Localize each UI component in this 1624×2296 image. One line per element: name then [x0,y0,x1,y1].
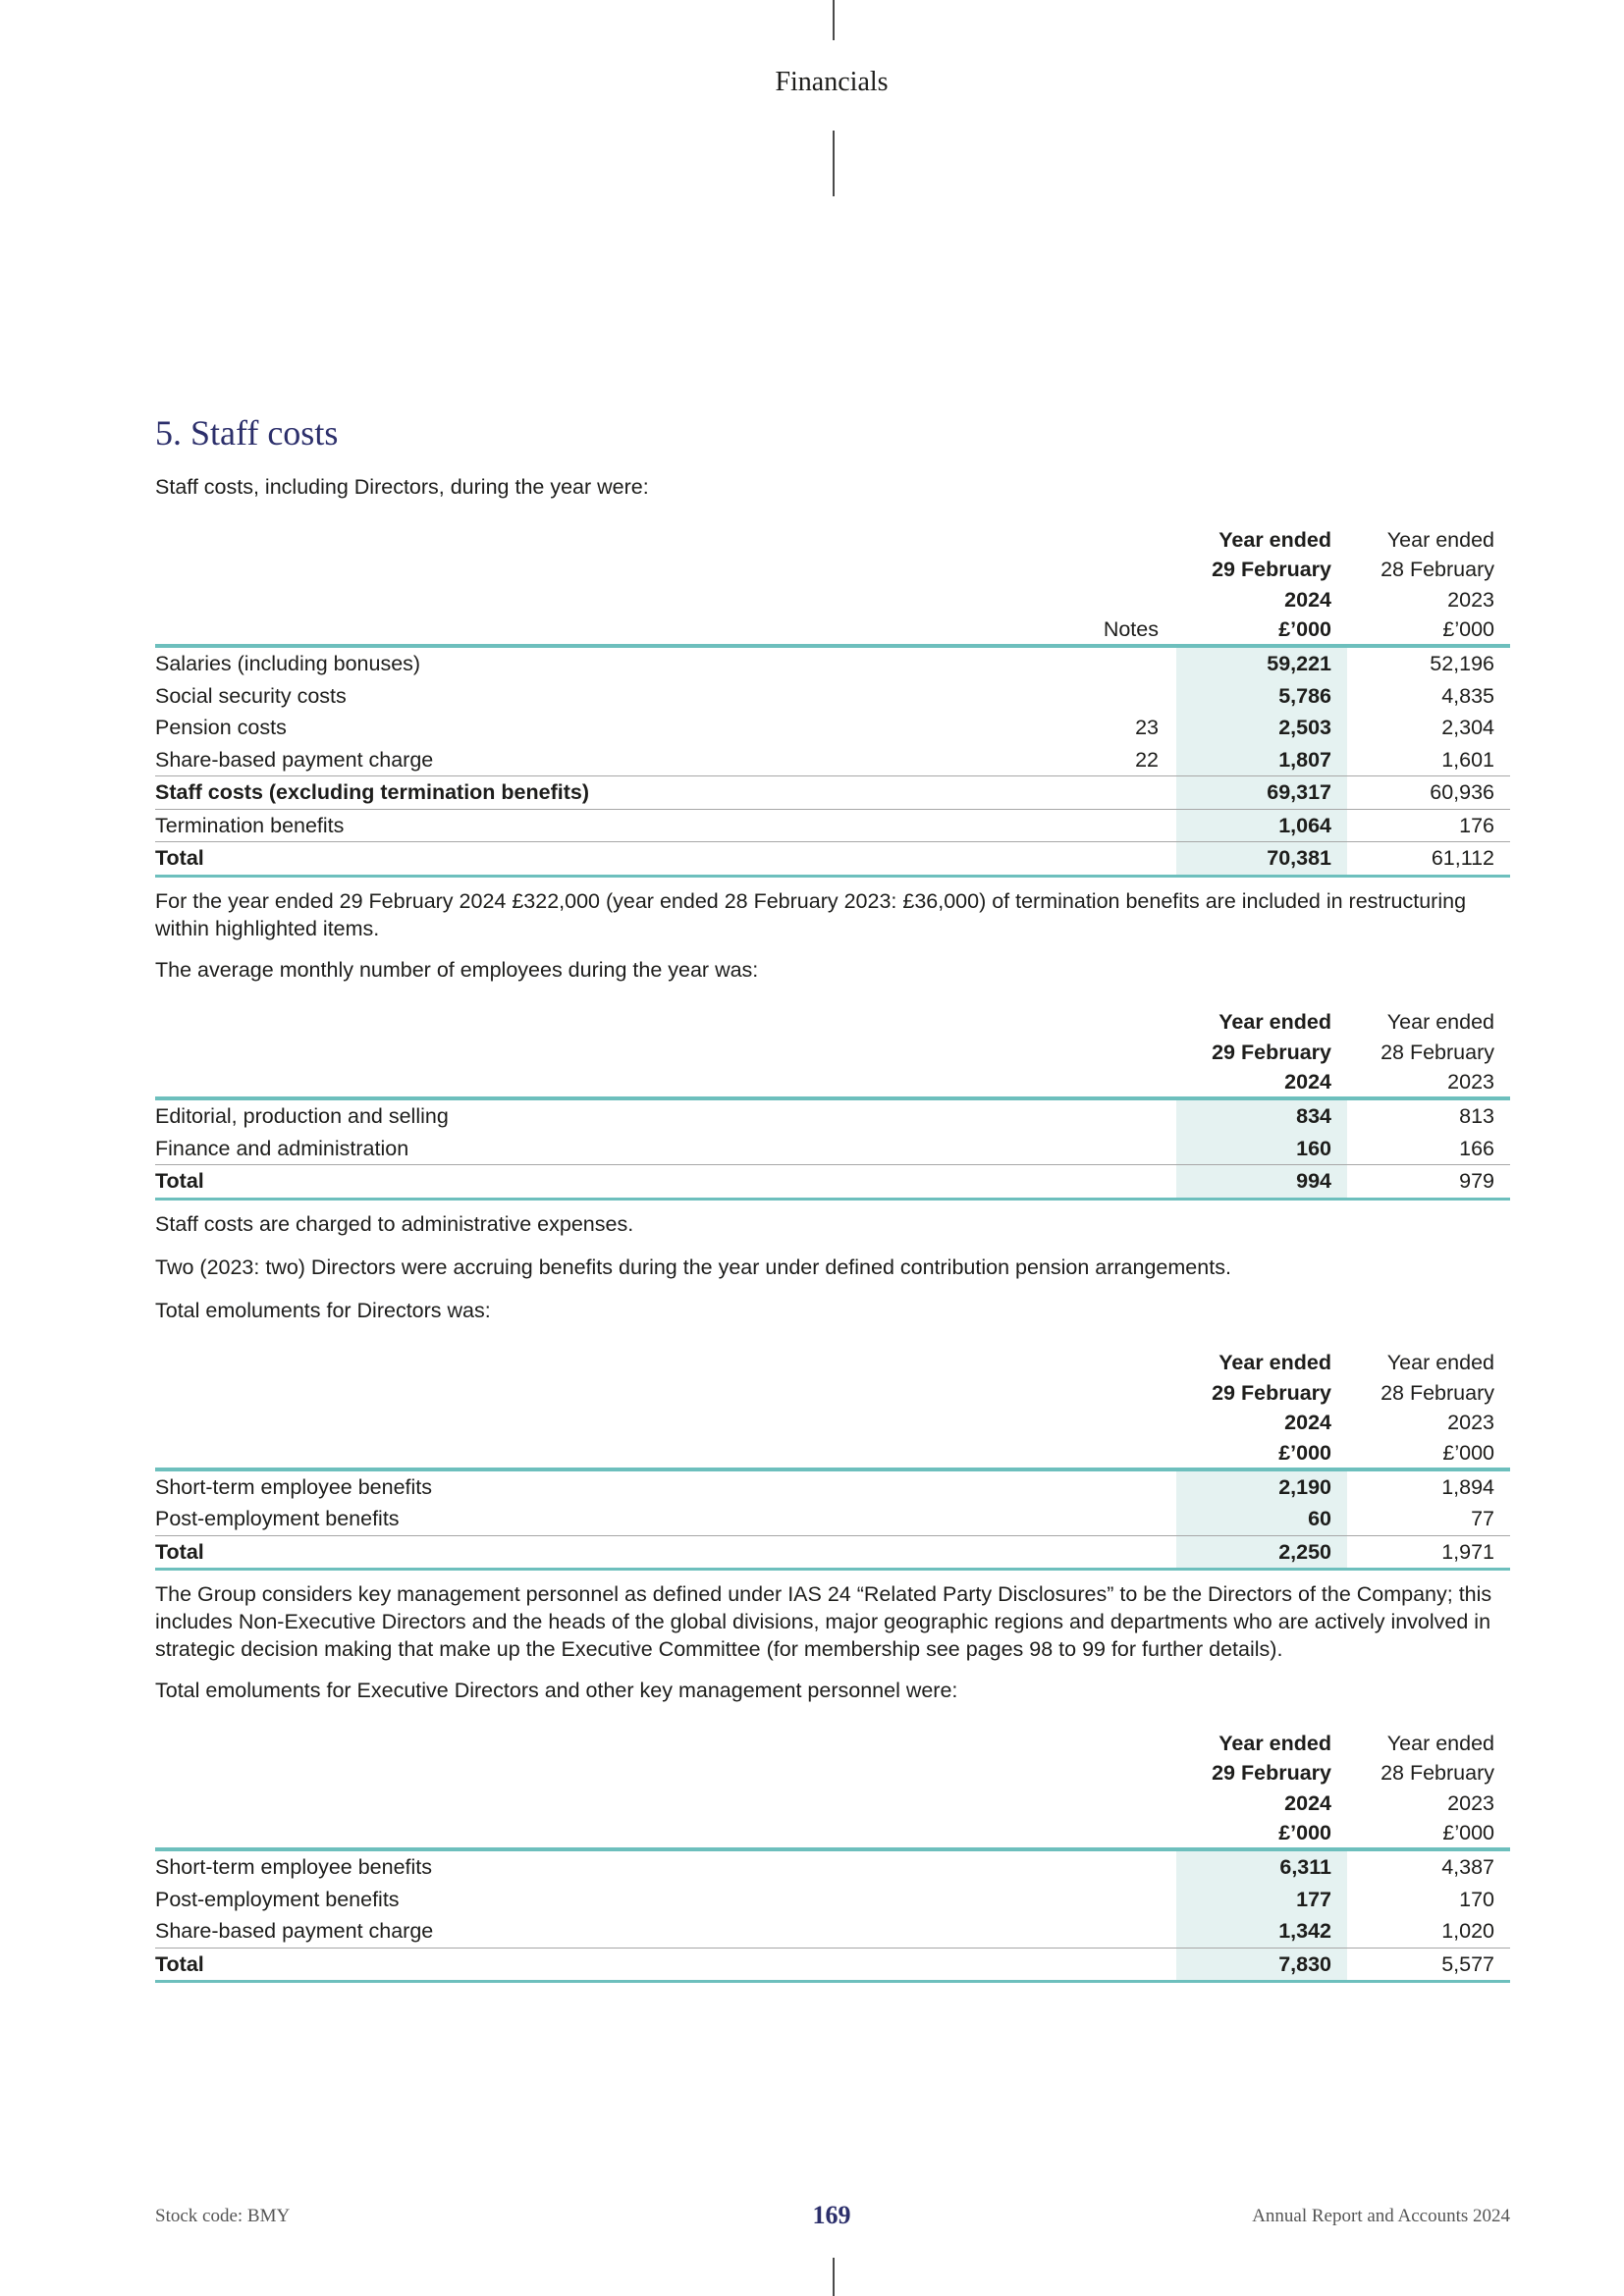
table-row [155,646,1510,680]
row-current-value: 2,503 [1176,712,1347,744]
row-label: Total [155,842,1080,877]
row-prior-value: 166 [1459,1136,1494,1160]
total-row [155,1948,1510,1982]
row-label: Share-based payment charge [155,747,434,772]
row-note [1080,680,1176,713]
row-label: Share-based payment charge [155,1919,434,1944]
employees-table: Year ended Year ended 29 February 28 February 2024 2023 Editorial, production and selling 834 813 Finance and administration 160 166 Total 994 979 [155,1007,1510,1201]
header-prior-year: Year ended [1386,1010,1494,1034]
total-row [155,1535,1510,1570]
row-current-value: 2,250 [1176,1535,1347,1570]
subtotal-row [155,776,1510,810]
row-prior-value: 979 [1347,1165,1510,1200]
table-row [155,1133,1510,1165]
row-label: Total [155,1948,1176,1982]
row-current-value: 160 [1176,1133,1347,1165]
row-current-value: 1,064 [1176,809,1347,842]
row-label: Salaries (including bonuses) [155,652,421,676]
admin-expenses-note: Staff costs are charged to administrative expenses. [155,1211,634,1236]
directors-emoluments-table: Year ended Year ended 29 February 28 February 2024 2023 £’000 £’000 Short-term employee benefits 2,190 1,894 Post-employment benefits 60 77 Total 2,250 1,971 [155,1348,1510,1572]
table-row [155,744,1510,776]
row-label: Pension costs [155,716,287,740]
table-row [155,1098,1510,1133]
row-current-value: 1,342 [1176,1915,1347,1948]
row-label: Post-employment benefits [155,1887,400,1911]
termination-note: For the year ended 29 February 2024 £322,000 (year ended 28 February 2023: £36,000) of termination benefits are included in restructuring within highlighted items. [155,888,1467,940]
row-label: Short-term employee benefits [155,1474,433,1499]
row-current-value: 1,807 [1176,744,1347,776]
header-divider-line [833,131,835,196]
header-prior-year: Year ended [1386,1731,1494,1755]
total-row [155,1165,1510,1200]
page-title: 5. Staff costs [155,413,339,453]
row-note: 22 [1135,747,1159,772]
row-label: Termination benefits [155,809,1080,842]
row-current-value: 59,221 [1176,646,1347,680]
row-prior-value: 2,304 [1441,716,1494,740]
header-prior-year: Year ended [1386,1351,1494,1374]
intro-directors: Total emoluments for Directors was: [155,1298,491,1322]
section-label: Financials [775,67,889,97]
row-current-value: 994 [1176,1165,1347,1200]
row-note [1080,842,1176,877]
row-prior-value: 176 [1347,809,1510,842]
row-label: Staff costs (excluding termination benefits) [155,776,1080,810]
row-current-value: 5,786 [1176,680,1347,713]
row-prior-value: 77 [1471,1507,1494,1531]
key-management-table: Year ended Year ended 29 February 28 February 2024 2023 £’000 £’000 Short-term employee benefits 6,311 4,387 Post-employment benefits 177 170 Share-based payment charge 1,342 1,020 Total 7,830 5,577 [155,1728,1510,1983]
header-current-year: Year ended [1176,1728,1347,1758]
row-note [1080,809,1176,842]
row-label: Short-term employee benefits [155,1855,433,1880]
table-row [155,712,1510,744]
row-current-value: 7,830 [1176,1948,1347,1982]
row-current-value: 6,311 [1176,1849,1347,1884]
header-current-year: Year ended [1176,1007,1347,1038]
header-current-year: Year ended [1176,524,1347,555]
row-prior-value: 60,936 [1347,776,1510,810]
row-prior-value: 1,601 [1441,747,1494,772]
header-prior-year: Year ended [1386,527,1494,552]
page-number: 169 [812,2201,851,2229]
row-prior-value: 813 [1459,1104,1494,1129]
notes-header: Notes [1080,614,1176,647]
row-prior-value: 5,577 [1347,1948,1510,1982]
table-row [155,1503,1510,1535]
intro-staff-costs: Staff costs, including Directors, during the year were: [155,475,649,499]
row-current-value: 70,381 [1176,842,1347,877]
bottom-divider-line [833,2258,835,2296]
row-label: Finance and administration [155,1136,409,1160]
row-prior-value: 1,971 [1347,1535,1510,1570]
row-label: Social security costs [155,683,347,708]
table-row [155,809,1510,842]
table-row [155,1849,1510,1884]
row-note [1080,646,1176,680]
row-current-value: 60 [1176,1503,1347,1535]
row-prior-value: 1,020 [1441,1919,1494,1944]
main-content [155,412,1510,1983]
table-row [155,1884,1510,1916]
row-label: Post-employment benefits [155,1507,400,1531]
row-prior-value: 170 [1459,1887,1494,1911]
staff-costs-table: Year ended Year ended 29 February 28 February 2024 2023 Notes £’000 £’000 Salaries (including bonuses) 59,221 52,196 Social security costs 5,786 4,835 Pension costs 23 2,503 2,304 Share-based payment charge 22 1,807 1,601 Staff costs (excluding termination benefits) 69,317 60,936 Termination benefits 1,064 176 Total 70,381 61,112 [155,524,1510,878]
row-current-value: 2,190 [1176,1469,1347,1504]
key-management-note: The Group considers key management personnel as defined under IAS 24 “Related Party Disclosures” to be the Directors of the Company; this includes Non-Executive Directors and the heads of the global divisions, major geographic regions and departments who are actively involved in strategic decision making that make up the Executive Committee (for membership see pages 98 to 99 for further details). [155,1582,1492,1661]
table-row [155,1469,1510,1504]
row-note: 23 [1135,716,1159,740]
row-prior-value: 4,835 [1441,683,1494,708]
header-current-year: Year ended [1176,1348,1347,1378]
footer-report-title: Annual Report and Accounts 2024 [1252,2206,1510,2226]
row-prior-value: 1,894 [1441,1474,1494,1499]
row-label: Editorial, production and selling [155,1104,449,1129]
row-current-value: 177 [1176,1884,1347,1916]
pension-note: Two (2023: two) Directors were accruing benefits during the year under defined contribution pension arrangements. [155,1255,1231,1279]
table-row [155,1915,1510,1948]
footer-stock-code: Stock code: BMY [155,2206,291,2226]
row-current-value: 69,317 [1176,776,1347,810]
row-note [1080,776,1176,810]
row-current-value: 834 [1176,1098,1347,1133]
table-header-row [155,524,1510,555]
row-prior-value: 4,387 [1441,1855,1494,1880]
row-label: Total [155,1165,1176,1200]
row-label: Total [155,1535,1176,1570]
top-divider-line [833,0,835,40]
total-row [155,842,1510,877]
row-prior-value: 52,196 [1430,652,1494,676]
intro-key-management: Total emoluments for Executive Directors and other key management personnel were: [155,1679,958,1702]
row-prior-value: 61,112 [1347,842,1510,877]
table-row [155,680,1510,713]
intro-employees: The average monthly number of employees during the year was: [155,957,759,982]
